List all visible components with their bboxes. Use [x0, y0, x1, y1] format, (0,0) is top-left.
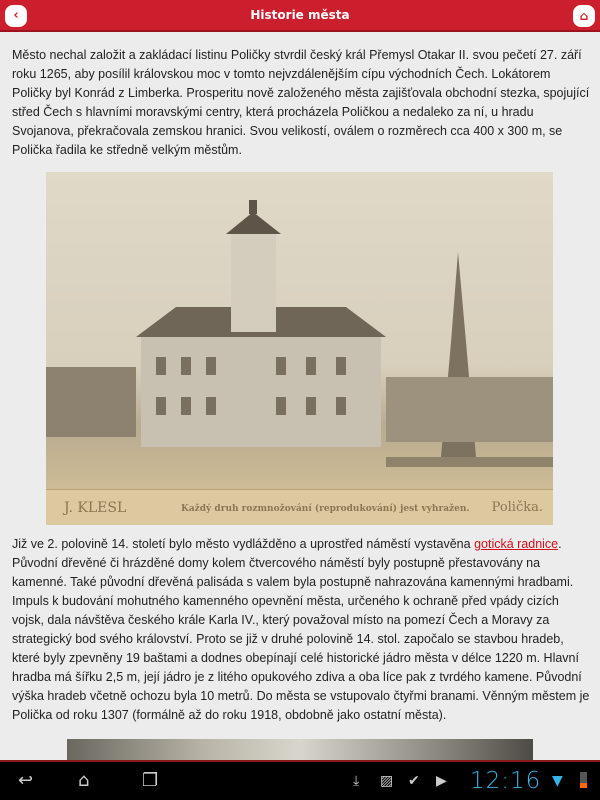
clock: 12:16 — [470, 768, 542, 794]
home-button[interactable] — [573, 5, 595, 27]
photo-caption-strip — [46, 489, 553, 525]
article-content[interactable] — [0, 34, 600, 760]
paragraph-fortifications — [12, 535, 592, 725]
copyright-note: Každý druh rozmnožování (reprodukování) jest vyhražen. — [181, 504, 470, 514]
place-label: Polička. — [491, 500, 543, 515]
nav-recent-apps-icon[interactable]: ❐ — [142, 770, 159, 791]
nav-back-icon[interactable]: ↩ — [18, 770, 34, 791]
historic-photo-2 — [67, 739, 533, 760]
paragraph-text: . Původní dřevěné či hrázděné domy kolem čtvercového náměstí byly postupně přestavovány na kamenné. Také původní dřevěná palisáda s valem byla postupně nahrazována kamennými hradbami. Impuls k budování mohutného kamenného opevnění města, určeného k ochraně před vpády cizích vojsk, dala návštěva českého krále Karla IV., který považoval místo na pomezí Čech a Moravy za strategický bod svého království. Proto se již v druhé polovině 14. stol. započalo se stavbou hradeb, které byly zpevněny 19 baštami a dodnes obepínají celé historické jádro města v délce 1220 m. Hlavní hradba má šířku 2,5 m, její jádro je z litého opukového zdiva a oba líce pak z tvrdého kamene. Původní výška hradeb včetně ochozu byla 10 metrů. Do města se vstupovalo čtyřmi branami. Věnným městem je Polička od roku 1307 (formálně až do roku 1918, obdobně jako ostatní města). — [12, 537, 590, 722]
shopping-bag-icon: ✔ — [408, 773, 420, 789]
page-title: Historie města — [250, 8, 350, 22]
photographer-label: J. KLESL — [64, 500, 127, 516]
play-store-icon: ▶ — [436, 773, 447, 789]
system-navigation-bar — [0, 760, 600, 800]
battery-icon — [580, 772, 587, 788]
paragraph-text: Již ve 2. polovině 14. století bylo město vydlážděno a uprostřed náměstí vystavěna — [12, 537, 475, 551]
nav-home-icon[interactable]: ⌂ — [78, 770, 90, 791]
gothic-town-hall-link[interactable]: gotická radnice — [474, 537, 559, 551]
town-hall-photo — [46, 172, 553, 525]
tower-illustration — [67, 739, 533, 760]
wifi-icon: ▼ — [552, 773, 563, 789]
image-icon: ▨ — [380, 773, 394, 789]
paragraph-founding: Město nechal založit a zakládací listinu Poličky stvrdil český král Přemysl Otakar II. svou pečetí 27. září roku 1265, aby posílil královskou moc v tomto nejvzdálenějším cípu východních Čech. Lokátorem Poličky byl Konrád z Limberka. Prosperitu nově založeného města zajišťovala obchodní stezka, spojující střed Čech s hlavními moravskými centry, která procházela Poličkou a nedaleko za ní, u hradu Svojanova, překračovala zemskou hranici. Svou velikostí, oválem o rozměrech cca 400 x 300 m, se Polička řadila ke středně velkým městům. — [12, 48, 590, 157]
app-header — [0, 0, 600, 32]
download-icon: ⤓ — [353, 773, 360, 789]
home-icon: ⌂ — [579, 9, 589, 23]
back-icon: ‹ — [13, 8, 19, 23]
town-hall-illustration — [46, 172, 553, 525]
